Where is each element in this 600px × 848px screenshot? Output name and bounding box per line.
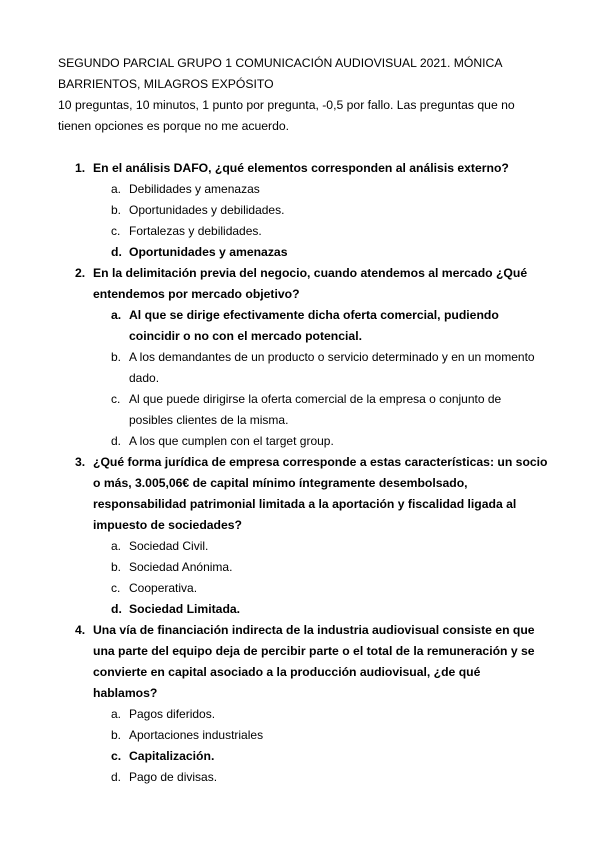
option-b: [93, 557, 548, 578]
option-b: [93, 347, 548, 389]
option-text: Fortalezas y debilidades.: [129, 224, 262, 238]
option-letter: a.: [111, 182, 122, 196]
option-text: Al que se dirige efectivamente dicha oferta comercial, pudiendo coincidir o no con el mercado potencial.: [129, 308, 499, 343]
option-list: [93, 536, 548, 620]
option-letter: b.: [111, 728, 122, 742]
exam-instructions: 10 preguntas, 10 minutos, 1 punto por pregunta, -0,5 por fallo. Las preguntas que no tienen opciones es porque no me acuerdo.: [58, 98, 515, 133]
option-c: [93, 389, 548, 431]
option-text: Sociedad Limitada.: [129, 602, 241, 616]
question-number: 2.: [75, 266, 86, 280]
question-text: En la delimitación previa del negocio, cuando atendemos al mercado ¿Qué entendemos por mercado objetivo?: [93, 266, 528, 301]
option-list: [93, 179, 548, 263]
option-text: Cooperativa.: [129, 581, 198, 595]
option-a: [93, 536, 548, 557]
question-number: 3.: [75, 455, 86, 469]
option-letter: c.: [111, 224, 121, 238]
option-text: Debilidades y amenazas: [129, 182, 260, 196]
option-text: Sociedad Anónima.: [129, 560, 233, 574]
question-number: 1.: [75, 161, 86, 175]
option-c-correct: [93, 746, 548, 767]
option-d-correct: [93, 599, 548, 620]
option-list: [93, 305, 548, 452]
option-a-correct: [93, 305, 548, 347]
option-text: A los demandantes de un producto o servicio determinado y en un momento dado.: [129, 350, 535, 385]
option-text: Al que puede dirigirse la oferta comercial de la empresa o conjunto de posibles clientes de la misma.: [129, 392, 502, 427]
question-text: Una vía de financiación indirecta de la industria audiovisual consiste en que una parte del equipo deja de percibir parte o el total de la remuneración y se convierte en capital asociado a la producción audiovisual, ¿de qué hablamos?: [93, 623, 535, 700]
option-text: Pago de divisas.: [129, 770, 218, 784]
option-letter: a.: [111, 308, 122, 322]
question-4: [58, 620, 548, 788]
option-d: [93, 431, 548, 452]
question-text: En el análisis DAFO, ¿qué elementos corresponden al análisis externo?: [93, 161, 509, 175]
question-3: [58, 452, 548, 620]
option-letter: c.: [111, 581, 121, 595]
option-c: [93, 221, 548, 242]
option-b: [93, 725, 548, 746]
option-text: Oportunidades y debilidades.: [129, 203, 285, 217]
option-letter: b.: [111, 203, 122, 217]
option-letter: d.: [111, 434, 122, 448]
option-letter: b.: [111, 560, 122, 574]
option-text: Aportaciones industriales: [129, 728, 264, 742]
option-letter: d.: [111, 770, 122, 784]
option-letter: d.: [111, 602, 122, 616]
option-list: [93, 704, 548, 788]
option-text: Capitalización.: [129, 749, 215, 763]
document-title: SEGUNDO PARCIAL GRUPO 1 COMUNICACIÓN AUDIOVISUAL 2021. MÓNICA BARRIENTOS, MILAGROS EXPÓSITO: [58, 56, 502, 91]
option-letter: c.: [111, 392, 121, 406]
option-d: [93, 767, 548, 788]
option-text: A los que cumplen con el target group.: [129, 434, 334, 448]
question-number: 4.: [75, 623, 86, 637]
option-text: Oportunidades y amenazas: [129, 245, 288, 259]
option-a: [93, 704, 548, 725]
question-2: [58, 263, 548, 452]
option-c: [93, 578, 548, 599]
option-letter: c.: [111, 749, 122, 763]
option-text: Pagos diferidos.: [129, 707, 216, 721]
question-1: [58, 158, 548, 263]
document-header: [58, 53, 538, 137]
option-letter: a.: [111, 539, 122, 553]
option-letter: d.: [111, 245, 122, 259]
question-text: ¿Qué forma jurídica de empresa corresponde a estas características: un socio o más, 3.005,06€ de capital mínimo íntegramente desembolsado, responsabilidad patrimonial limitada a la aportación y fiscalidad ligada al impuesto de sociedades?: [93, 455, 548, 532]
option-letter: b.: [111, 350, 122, 364]
option-b: [93, 200, 548, 221]
option-a: [93, 179, 548, 200]
option-letter: a.: [111, 707, 122, 721]
option-d-correct: [93, 242, 548, 263]
option-text: Sociedad Civil.: [129, 539, 209, 553]
question-list: [58, 158, 548, 788]
